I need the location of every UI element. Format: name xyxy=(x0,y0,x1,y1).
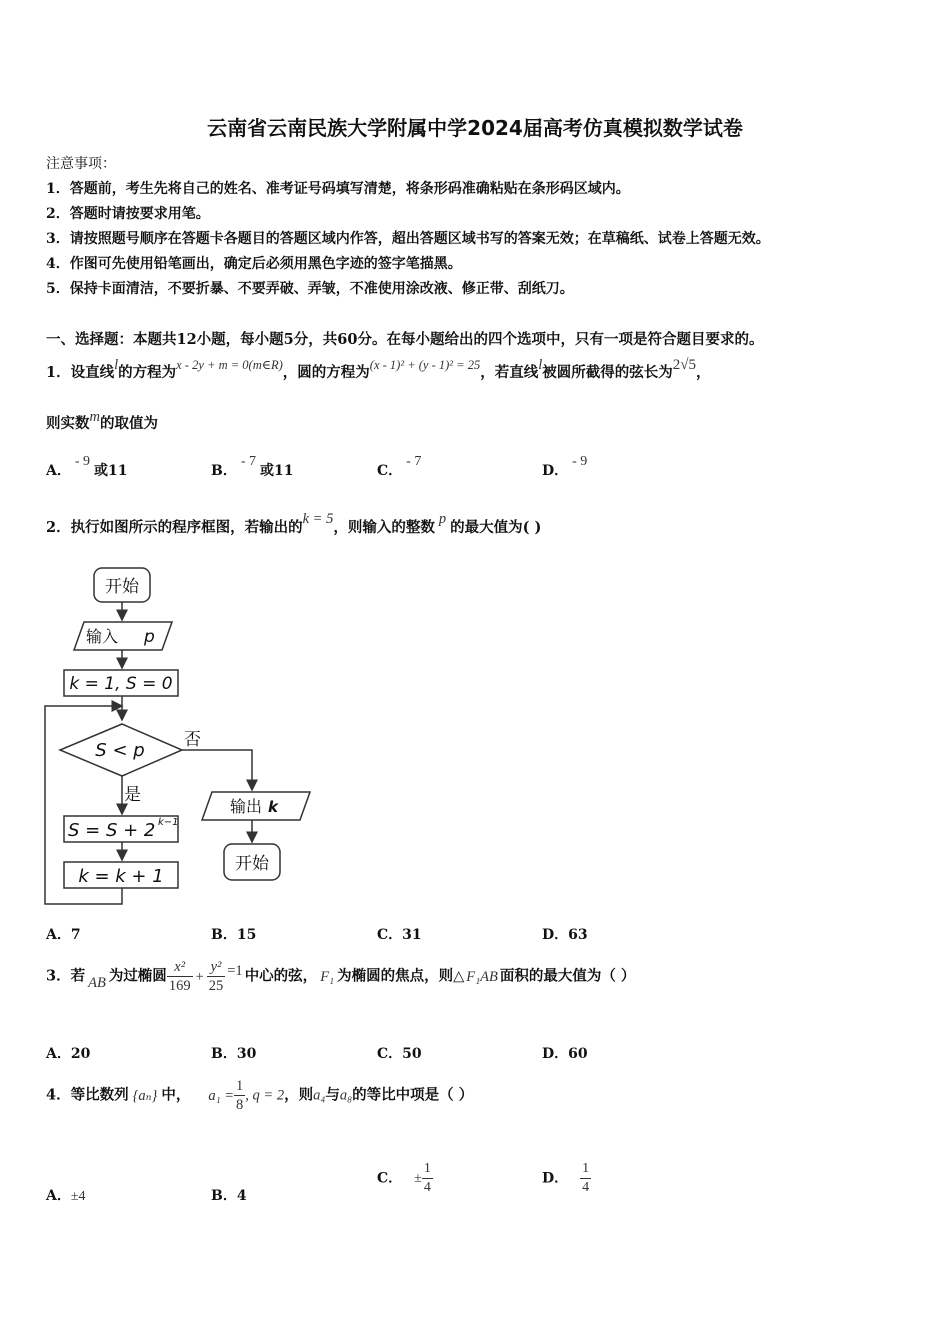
q1-var-m: m xyxy=(89,409,100,425)
note-item: 4．作图可先使用铅笔画出，确定后必须用黑色字迹的签字笔描黑。 xyxy=(46,256,462,272)
q4-a1: a₁ = xyxy=(208,1087,235,1104)
q1-text: 1．设直线 xyxy=(46,364,115,381)
q2-option-d[interactable]: D．63 xyxy=(542,927,588,943)
q2-option-a[interactable]: A．7 xyxy=(46,927,81,943)
note-item: 1．答题前，考生先将自己的姓名、准考证号码填写清楚，将条形码准确粘贴在条形码区域内。 xyxy=(46,181,630,197)
q3-text: 为过椭圆 xyxy=(108,967,167,985)
q2-text: ，则输入的整数 xyxy=(333,519,435,536)
q4-text: 中， xyxy=(161,1086,191,1104)
q1-option-b[interactable]: B．- 7或11 xyxy=(211,454,294,479)
flow-output-label: 输出 xyxy=(229,797,263,816)
q4-fraction: $\frac{1}{8}$ xyxy=(236,1078,244,1113)
flow-update-s-exponent: k−1 xyxy=(158,817,179,828)
note-item: 3．请按照题号顺序在答题卡各题目的答题区域内作答，超出答题区域书写的答案无效；在草稿纸、试卷上答题无效。 xyxy=(46,231,770,247)
q1-text: ，若直线 xyxy=(480,364,539,381)
q3-fraction-x: $\frac{\text{x²}}{169}$ xyxy=(168,959,191,994)
flow-cond-label: S < p xyxy=(95,740,145,761)
q3-option-b[interactable]: B．30 xyxy=(211,1046,257,1062)
q4-text: ，则 xyxy=(284,1086,314,1104)
q3-triangle: F₁AB xyxy=(466,968,498,985)
q1-text: 则实数 xyxy=(46,415,90,432)
q3-text: 中心的弦， xyxy=(244,967,318,985)
q3-text: 为椭圆的焦点，则△ xyxy=(337,967,465,985)
q2-text: 2．执行如图所示的程序框图，若输出的 xyxy=(46,519,303,536)
q3-chord-ab: AB xyxy=(88,974,106,991)
q3-focus: F₁ xyxy=(320,968,335,985)
q1-text: ，圆的方程为 xyxy=(282,364,370,381)
q2-var-p: p xyxy=(438,511,447,527)
q3-fraction-y: $\frac{\text{y²}}{25}$ xyxy=(208,959,224,994)
q3-text: 3．若 xyxy=(46,967,86,985)
q3-option-a[interactable]: A．20 xyxy=(46,1046,91,1062)
q1-option-d[interactable]: D．- 9 xyxy=(542,454,588,479)
flow-update-s-label: S = S + 2 xyxy=(68,820,156,841)
q1-option-c[interactable]: C．- 7 xyxy=(377,454,422,479)
q1-circle-equation: (x - 1)² + (y - 1)² = 25 xyxy=(369,358,481,372)
q2-k-equals: k = 5 xyxy=(302,511,334,527)
question-4 xyxy=(46,1077,473,1114)
q4-option-b[interactable]: B．4 xyxy=(211,1188,247,1204)
q3-option-c[interactable]: C．50 xyxy=(377,1046,422,1062)
q1-line-equation: x - 2y + m = 0(m∈R) xyxy=(176,358,283,372)
flow-output-var: k xyxy=(268,798,278,816)
flow-input-var: p xyxy=(144,627,155,647)
notes-heading: 注意事项： xyxy=(46,156,116,172)
q1-text: 的取值为 xyxy=(99,415,158,432)
question-2 xyxy=(46,513,541,543)
q2-text: 的最大值为( ) xyxy=(450,519,542,536)
q4-text: 4．等比数列 xyxy=(46,1086,129,1104)
q4-a8: a₈ xyxy=(339,1087,353,1104)
question-1-line2 xyxy=(46,410,158,438)
q4-ratio: , q = 2 xyxy=(245,1087,285,1104)
q4-option-d[interactable]: D． $\frac{1}{4}$ xyxy=(542,1161,590,1195)
q1-text: ， xyxy=(695,364,711,381)
q3-option-d[interactable]: D．60 xyxy=(542,1046,588,1062)
flow-no-label: 否 xyxy=(184,730,201,750)
note-item: 2．答题时请按要求用笔。 xyxy=(46,206,210,222)
flow-end-label: 开始 xyxy=(235,854,269,874)
q2-option-c[interactable]: C．31 xyxy=(377,927,422,943)
q4-text: 的等比中项是（ ） xyxy=(352,1086,474,1104)
q1-option-a[interactable]: A．- 9或11 xyxy=(46,454,128,479)
flow-yes-label: 是 xyxy=(124,785,141,805)
q1-text: 被圆所截得的弦长为 xyxy=(542,364,673,381)
question-3: 3．若 AB 为过椭圆 $\frac{\text{x²}}{169}$ + $\frac{\text{y²}}{25}$ =1 中心的弦， F₁ 为椭圆的焦点，则△ F₁AB 面积的最大值为（ ） xyxy=(46,959,636,994)
page-title: 云南省云南民族大学附属中学2024届高考仿真模拟数学试卷 xyxy=(207,116,743,140)
q3-text: 面积的最大值为（ ） xyxy=(499,967,636,985)
section-heading: 一、选择题：本题共12小题，每小题5分，共60分。在每小题给出的四个选项中，只有一项是符合题目要求的。 xyxy=(46,331,764,348)
program-flowchart xyxy=(40,560,330,910)
q2-option-b[interactable]: B．15 xyxy=(211,927,257,943)
q1-chord-length: 2√5 xyxy=(672,357,696,373)
question-1 xyxy=(46,358,710,388)
q1-var-l: l xyxy=(114,357,119,373)
q4-option-a[interactable]: A．±4 xyxy=(46,1188,86,1204)
q4-text: 与 xyxy=(325,1086,340,1104)
q1-text: 的方程为 xyxy=(118,364,177,381)
flow-start-label: 开始 xyxy=(105,577,139,597)
flow-init-label: k = 1, S = 0 xyxy=(69,674,173,694)
q1-var-l: l xyxy=(538,357,543,373)
q4-a4: a₄ xyxy=(313,1087,326,1104)
q4-sequence: {aₙ} xyxy=(132,1087,158,1104)
q4-option-c[interactable]: C． ± $\frac{1}{4}$ xyxy=(377,1161,431,1195)
flow-update-k-label: k = k + 1 xyxy=(78,866,164,887)
note-item: 5．保持卡面清洁，不要折暴、不要弄破、弄皱，不准使用涂改液、修正带、刮纸刀。 xyxy=(46,281,574,297)
flow-input-label: 输入 xyxy=(85,627,119,646)
